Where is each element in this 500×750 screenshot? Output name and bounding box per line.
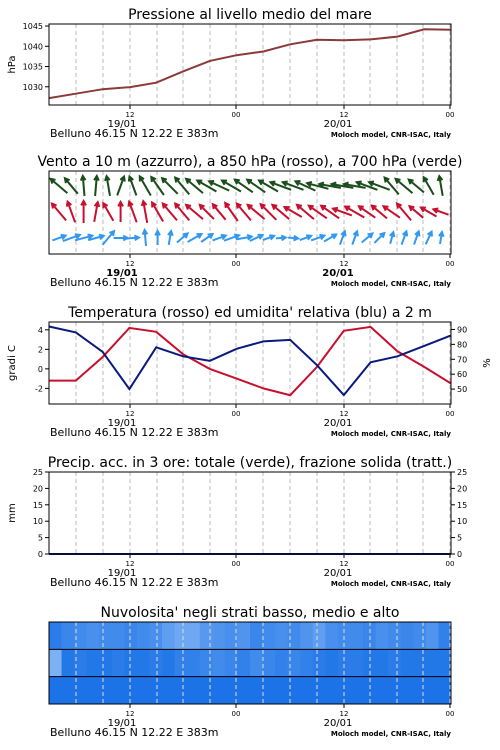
cloud-cell-alto bbox=[200, 622, 213, 649]
cloud-cell-basso bbox=[351, 677, 364, 704]
temperature-ytick-label: 4 bbox=[37, 325, 43, 335]
wind-arrow bbox=[374, 233, 384, 243]
cloud-cell-medio bbox=[438, 649, 451, 676]
cloud-cell-medio bbox=[263, 649, 276, 676]
precip-panel bbox=[7, 455, 467, 589]
wind-arrow bbox=[414, 231, 420, 244]
cloud-cell-alto bbox=[137, 622, 150, 649]
wind-arrow bbox=[152, 203, 163, 222]
cloud-cell-medio bbox=[99, 649, 112, 676]
humidity-ytick-label: 80 bbox=[457, 340, 468, 350]
pressure-xtick-label: 12 bbox=[339, 111, 349, 119]
cloud-cell-medio bbox=[212, 649, 225, 676]
clouds-xtick-label: 00 bbox=[445, 710, 455, 718]
cloud-cell-medio bbox=[112, 649, 125, 676]
clouds-title: Nuvolosita' negli strati basso, medio e alto bbox=[100, 605, 400, 621]
precip-credit: Moloch model, CNR-ISAC, Italy bbox=[330, 580, 451, 588]
wind-xtick-label: 00 bbox=[231, 260, 241, 268]
cloud-cell-medio bbox=[388, 649, 401, 676]
precip-xtick-label: 00 bbox=[231, 560, 241, 568]
cloud-cell-basso bbox=[388, 677, 401, 704]
cloud-cell-medio bbox=[187, 649, 200, 676]
wind-arrow bbox=[439, 232, 444, 244]
precip-ytick-right-label: 5 bbox=[457, 533, 463, 543]
cloud-cell-alto bbox=[426, 622, 439, 649]
cloud-cell-basso bbox=[62, 677, 75, 704]
cloud-cell-alto bbox=[300, 622, 313, 649]
cloud-cell-alto bbox=[351, 622, 364, 649]
cloud-cell-basso bbox=[212, 677, 225, 704]
wind-arrow bbox=[81, 176, 86, 196]
clouds-credit: Moloch model, CNR-ISAC, Italy bbox=[330, 730, 451, 738]
wind-arrow bbox=[340, 231, 346, 244]
wind-arrow bbox=[117, 177, 125, 196]
wind-arrow bbox=[94, 176, 99, 196]
wind-arrow-shaft bbox=[103, 203, 113, 220]
wind-arrow bbox=[140, 177, 151, 196]
precip-location: Belluno 46.15 N 12.22 E 383m bbox=[50, 576, 219, 589]
wind-arrow bbox=[67, 202, 75, 223]
cloud-cell-basso bbox=[124, 677, 137, 704]
cloud-cell-medio bbox=[300, 649, 313, 676]
wind-arrow bbox=[424, 177, 434, 194]
cloud-cell-alto bbox=[401, 622, 414, 649]
cloud-cell-basso bbox=[426, 677, 439, 704]
cloud-cell-alto bbox=[62, 622, 75, 649]
cloud-cell-medio bbox=[401, 649, 414, 676]
wind-arrow bbox=[438, 176, 443, 196]
pressure-ytick-label: 1030 bbox=[22, 82, 43, 92]
pressure-line bbox=[49, 29, 451, 98]
cloud-cell-basso bbox=[162, 677, 175, 704]
clouds-xtick-label: 00 bbox=[231, 710, 241, 718]
wind-arrow bbox=[103, 203, 113, 220]
cloud-cell-medio bbox=[62, 649, 75, 676]
wind-arrow bbox=[81, 201, 86, 223]
pressure-title: Pressione al livello medio del mare bbox=[128, 7, 372, 23]
precip-ytick-right-label: 25 bbox=[457, 468, 468, 477]
humidity-ytick-label: 90 bbox=[457, 325, 468, 335]
cloud-cell-basso bbox=[237, 677, 250, 704]
humidity-ytick-label: 70 bbox=[457, 355, 468, 365]
cloud-cell-basso bbox=[137, 677, 150, 704]
precip-xtick-label: 12 bbox=[339, 560, 349, 568]
cloud-cell-medio bbox=[175, 649, 188, 676]
pressure-location: Belluno 46.15 N 12.22 E 383m bbox=[50, 127, 219, 140]
wind-arrow bbox=[263, 235, 274, 240]
precip-ytick-right-label: 20 bbox=[457, 484, 468, 494]
wind-arrow bbox=[402, 231, 408, 244]
pressure-credit: Moloch model, CNR-ISAC, Italy bbox=[330, 131, 451, 139]
wind-arrow-shaft bbox=[424, 177, 434, 194]
wind-arrow bbox=[103, 231, 115, 245]
temperature-title: Temperatura (rosso) ed umidita' relativa (blu) a 2 m bbox=[68, 305, 432, 321]
cloud-cell-basso bbox=[401, 677, 414, 704]
wind-arrow bbox=[188, 234, 202, 242]
clouds-date-label: 20/01 bbox=[323, 718, 353, 729]
wind-arrow-shaft bbox=[52, 204, 66, 221]
cloud-cell-basso bbox=[263, 677, 276, 704]
wind-arrow bbox=[94, 202, 99, 222]
wind-arrow-shaft bbox=[152, 203, 163, 222]
pressure-date-label: 20/01 bbox=[323, 119, 353, 130]
wind-arrow-shaft bbox=[225, 203, 238, 221]
pressure-ytick-label: 1035 bbox=[22, 62, 43, 72]
wind-date-label: 20/01 bbox=[322, 268, 354, 279]
wind-arrow bbox=[128, 202, 136, 223]
wind-panel bbox=[37, 154, 462, 289]
cloud-cell-medio bbox=[351, 649, 364, 676]
cloud-cell-alto bbox=[263, 622, 276, 649]
cloud-cell-medio bbox=[313, 649, 326, 676]
cloud-cell-alto bbox=[175, 622, 188, 649]
precip-ytick-right-label: 0 bbox=[457, 550, 463, 559]
clouds-panel bbox=[49, 605, 454, 739]
precip-ytick-label: 25 bbox=[32, 468, 43, 477]
cloud-cell-basso bbox=[313, 677, 326, 704]
wind-location: Belluno 46.15 N 12.22 E 383m bbox=[50, 276, 219, 289]
humidity-line bbox=[49, 327, 451, 396]
cloud-cell-medio bbox=[250, 649, 263, 676]
wind-arrow bbox=[426, 232, 432, 245]
pressure-plot-frame bbox=[49, 24, 451, 105]
wind-arrow-shaft bbox=[409, 180, 424, 193]
wind-arrow bbox=[52, 235, 65, 241]
wind-arrow bbox=[357, 182, 378, 190]
cloud-cell-basso bbox=[187, 677, 200, 704]
cloud-cell-medio bbox=[413, 649, 426, 676]
cloud-cell-basso bbox=[200, 677, 213, 704]
precip-ylabel: mm bbox=[7, 503, 18, 523]
pressure-xtick-label: 12 bbox=[125, 111, 135, 119]
cloud-cell-medio bbox=[237, 649, 250, 676]
precip-ytick-label: 10 bbox=[32, 517, 43, 527]
cloud-cell-alto bbox=[376, 622, 389, 649]
precip-xtick-label: 12 bbox=[125, 560, 135, 568]
cloud-cell-basso bbox=[87, 677, 100, 704]
cloud-cell-basso bbox=[250, 677, 263, 704]
cloud-cell-medio bbox=[200, 649, 213, 676]
humidity-ytick-label: 50 bbox=[457, 385, 468, 395]
precip-ytick-label: 20 bbox=[32, 484, 43, 494]
precip-ytick-label: 5 bbox=[37, 533, 43, 543]
cloud-cell-basso bbox=[275, 677, 288, 704]
precip-xtick-label: 00 bbox=[445, 560, 455, 568]
wind-arrow bbox=[143, 230, 148, 246]
cloud-cell-alto bbox=[313, 622, 326, 649]
wind-arrow bbox=[168, 231, 173, 245]
cloud-cell-alto bbox=[87, 622, 100, 649]
wind-title: Vento a 10 m (azzurro), a 850 hPa (rosso), a 700 hPa (verde) bbox=[37, 154, 463, 170]
temperature-date-label: 19/01 bbox=[107, 418, 137, 429]
temperature-xtick-label: 00 bbox=[231, 410, 241, 418]
cloud-cell-basso bbox=[325, 677, 338, 704]
cloud-cell-alto bbox=[438, 622, 451, 649]
cloud-cell-basso bbox=[438, 677, 451, 704]
cloud-cell-basso bbox=[49, 677, 62, 704]
cloud-cell-alto bbox=[250, 622, 263, 649]
cloud-cell-alto bbox=[112, 622, 125, 649]
temperature-ytick-label: 2 bbox=[37, 345, 43, 355]
temperature-plot-frame bbox=[49, 322, 451, 404]
cloud-cell-alto bbox=[187, 622, 200, 649]
cloud-cell-basso bbox=[175, 677, 188, 704]
wind-arrow bbox=[155, 231, 160, 245]
wind-arrow bbox=[118, 202, 123, 222]
wind-arrow bbox=[225, 203, 238, 221]
humidity-ylabel: % bbox=[482, 358, 493, 368]
cloud-cell-basso bbox=[99, 677, 112, 704]
cloud-cell-medio bbox=[275, 649, 288, 676]
wind-arrow bbox=[114, 236, 128, 241]
precip-ytick-right-label: 10 bbox=[457, 517, 468, 527]
wind-xtick-label: 00 bbox=[445, 260, 455, 268]
wind-arrow-shaft bbox=[213, 204, 226, 219]
pressure-panel bbox=[7, 7, 454, 140]
temperature-xtick-label: 00 bbox=[445, 410, 455, 418]
wind-arrow bbox=[300, 235, 311, 240]
cloud-cell-medio bbox=[150, 649, 163, 676]
wind-date-label: 19/01 bbox=[106, 268, 138, 279]
cloud-cell-alto bbox=[212, 622, 225, 649]
wind-xtick-label: 12 bbox=[125, 260, 135, 268]
cloud-cell-alto bbox=[237, 622, 250, 649]
pressure-date-label: 19/01 bbox=[107, 119, 137, 130]
wind-arrow bbox=[352, 231, 358, 244]
pressure-xtick-label: 00 bbox=[445, 111, 455, 119]
wind-arrow bbox=[324, 235, 336, 242]
wind-arrow bbox=[213, 204, 226, 219]
temperature-date-label: 20/01 bbox=[323, 418, 353, 429]
cloud-cell-medio bbox=[376, 649, 389, 676]
cloud-cell-medio bbox=[49, 649, 62, 676]
pressure-ytick-label: 1040 bbox=[22, 42, 43, 52]
cloud-cell-medio bbox=[124, 649, 137, 676]
temperature-credit: Moloch model, CNR-ISAC, Italy bbox=[330, 430, 451, 438]
cloud-cell-alto bbox=[49, 622, 62, 649]
clouds-xtick-label: 12 bbox=[125, 710, 135, 718]
wind-arrow bbox=[390, 232, 395, 244]
cloud-cell-alto bbox=[124, 622, 137, 649]
wind-arrow-shaft bbox=[140, 177, 151, 196]
precip-plot-frame bbox=[49, 472, 451, 554]
wind-arrow bbox=[105, 176, 110, 196]
precip-ytick-right-label: 15 bbox=[457, 500, 468, 510]
precip-title: Precip. acc. in 3 ore: totale (verde), frazione solida (tratt.) bbox=[47, 455, 453, 471]
cloud-cell-alto bbox=[325, 622, 338, 649]
temperature-ytick-label: 0 bbox=[37, 364, 43, 374]
wind-arrow bbox=[201, 234, 213, 242]
cloud-cell-medio bbox=[137, 649, 150, 676]
wind-arrow bbox=[276, 236, 286, 241]
precip-date-label: 19/01 bbox=[107, 568, 137, 579]
wind-arrow bbox=[213, 235, 226, 241]
cloud-cell-medio bbox=[87, 649, 100, 676]
cloud-cell-medio bbox=[426, 649, 439, 676]
clouds-xtick-label: 12 bbox=[339, 710, 349, 718]
precip-ytick-label: 15 bbox=[32, 500, 43, 510]
wind-arrow bbox=[434, 209, 449, 215]
wind-arrow bbox=[296, 181, 316, 191]
temperature-location: Belluno 46.15 N 12.22 E 383m bbox=[50, 426, 219, 439]
precip-date-label: 20/01 bbox=[323, 568, 353, 579]
cloud-cell-alto bbox=[162, 622, 175, 649]
cloud-cell-alto bbox=[150, 622, 163, 649]
cloud-cell-medio bbox=[325, 649, 338, 676]
cloud-cell-basso bbox=[112, 677, 125, 704]
wind-arrow bbox=[177, 234, 188, 243]
wind-arrow-shaft bbox=[103, 231, 115, 245]
cloud-cell-basso bbox=[413, 677, 426, 704]
temperature-panel bbox=[7, 305, 493, 439]
precip-ytick-label: 0 bbox=[37, 550, 43, 559]
clouds-date-label: 19/01 bbox=[107, 718, 137, 729]
wind-arrow bbox=[311, 235, 324, 241]
cloud-cell-alto bbox=[275, 622, 288, 649]
wind-arrow bbox=[142, 201, 148, 223]
cloud-cell-alto bbox=[413, 622, 426, 649]
cloud-cell-basso bbox=[150, 677, 163, 704]
cloud-cell-basso bbox=[376, 677, 389, 704]
wind-arrow bbox=[409, 180, 424, 193]
temperature-xtick-label: 12 bbox=[125, 410, 135, 418]
temperature-ytick-label: -2 bbox=[35, 384, 43, 394]
wind-arrow bbox=[52, 204, 66, 221]
temperature-xtick-label: 12 bbox=[339, 410, 349, 418]
wind-arrow bbox=[362, 234, 373, 243]
clouds-location: Belluno 46.15 N 12.22 E 383m bbox=[50, 726, 219, 739]
cloud-cell-alto bbox=[388, 622, 401, 649]
pressure-xtick-label: 00 bbox=[231, 111, 241, 119]
wind-arrow bbox=[127, 236, 139, 241]
pressure-ytick-label: 1045 bbox=[22, 22, 43, 32]
cloud-cell-medio bbox=[162, 649, 175, 676]
temperature-ylabel: gradi C bbox=[7, 345, 18, 381]
cloud-cell-basso bbox=[300, 677, 313, 704]
pressure-ylabel: hPa bbox=[7, 55, 18, 74]
wind-credit: Moloch model, CNR-ISAC, Italy bbox=[330, 280, 451, 288]
humidity-ytick-label: 60 bbox=[457, 370, 468, 380]
cloud-cell-alto bbox=[99, 622, 112, 649]
wind-xtick-label: 12 bbox=[339, 260, 349, 268]
